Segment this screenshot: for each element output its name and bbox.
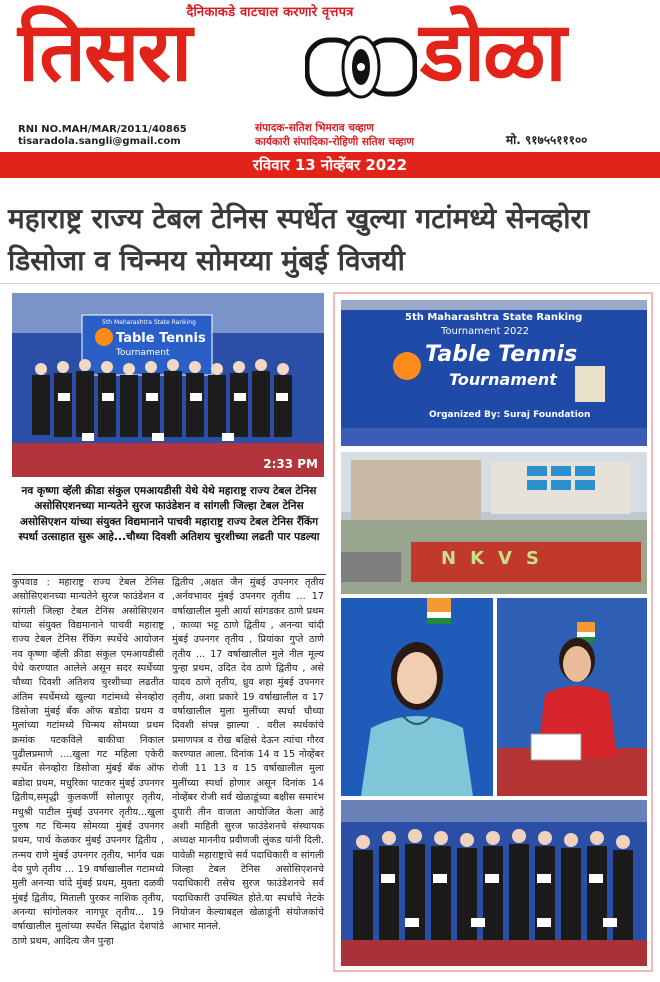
phone-number: मो. ९१७५५१११०० xyxy=(506,133,588,147)
exec-editor-name: कार्यकारी संपादिका-रोहिणी सतिश चव्हाण xyxy=(255,136,415,149)
headline-divider xyxy=(0,283,660,284)
article-column-1: कुपवाड : महाराष्ट्र राज्य टेबल टेनिस असोसिएशनच्या मान्यतेने सुरज फाउंडेशन व सांगली जिल्हा टेबल टेनिस असोसिएशन यांच्या संयुक्त विद्यमानाने पाचवी महाराष्ट्र राज्य टेबल टेनिस रँकिंग स्पर्धेचे आयोजन नव कृष्णा व्हॅली क्रीडा संकुल एमआयडीसी येथे करण्यात आलेले असून सदर स्पर्धेच्या चौथ्या दिवशी अतिशय चुरशीच्या लढतीत अंतिम स्पर्धेमध्ये खुल्या गटांमध्ये सेनव्होरा डिसोजा मुंबई बँक ऑफ बडोदा प्रथम व मुलांच्या गटांमध्ये चिन्मय सोमय्या प्रथम क्रमांक पटकविले बाकीचा निकाल पुढीलप्रमाणे ....खुला गट महिला एकेरी स्पर्धेत सेनव्होरा डिसोजा मुंबई बँक ऑफ बडोदा प्रथम, मधुरिका पाटकर मुंबई उपनगर द्वितीय,समृद्धी कुलकर्णी सोलापूर तृतीय, मधुश्री पाटील मुंबई उपनगर तृतीय...खुला पुरुष गट चिन्मय सोमय्या मुंबई उपनगर प्रथम, पार्थ केळकर मुंबई उपनगर द्वितीय , तन्मय राणे मुंबई उपनगर तृतीय, भार्गव चक्र देव पुणे तृतीय ... 19 वर्षाखालील गटामध्ये मुली अनन्या चांदे मुंबई प्रथम, मुक्ता दळवी मुंबई द्वितीय, मिताली पुरकर नाशिक तृतीय, अनन्या सांगोलकर नागपूर तृतीय... 19 वर्षाखालील मुलांच्या स्पर्धेत सिद्धांत देशपांडे ठाणे प्रथम, आदित्य जैन पुन्हा xyxy=(12,577,164,947)
collage-banner-line2: Tournament 2022 xyxy=(441,326,530,337)
collage-player-girl-photo xyxy=(341,598,493,796)
headline: महाराष्ट्र राज्य टेबल टेनिस स्पर्धेत खुल्या गटांमध्ये सेनव्होरा डिसोजा व चिन्मय सोमय्या मुंबई विजयी xyxy=(8,202,590,277)
building-sign: NKVS xyxy=(441,548,553,569)
main-photo xyxy=(12,293,324,477)
photo-caption: नव कृष्णा व्हॅली क्रीडा संकुल एमआयडीसी येथे येथे महाराष्ट्र राज्य टेबल टेनिस असोसिएशनच्या मान्यतेने सुरज फाउंडेशन व सांगली जिल्हा टेबल टेनिस असोसिएशन यांच्या संयुक्त विद्यमानाने पाचवी महाराष्ट्र राज्य टेबल टेनिस रँकिंग स्पर्धा उत्साहात सुरू आहे...चौथ्या दिवशी अतिशय चुरशीच्या लढती पार पडल्या xyxy=(18,485,320,543)
masthead-name-right: डोळा xyxy=(420,5,565,100)
issue-date: रविवार 13 नोव्हेंबर 2022 xyxy=(252,156,408,174)
masthead-tagline: दैनिकाकडे वाटचाल करणारे वृत्तपत्र xyxy=(186,5,354,20)
collage-banner-organised: Organized By: Suraj Foundation xyxy=(429,410,591,420)
collage-building-photo xyxy=(341,452,647,594)
masthead-editors xyxy=(255,121,414,149)
collage-banner-line1: 5th Maharashtra State Ranking xyxy=(405,312,583,323)
collage-banner-title: Table Tennis xyxy=(425,342,578,367)
collage-banner-photo xyxy=(341,300,647,446)
collage-banner-sub: Tournament xyxy=(449,370,557,389)
collage-player-boy-photo xyxy=(497,598,647,796)
caption-rule xyxy=(12,574,326,575)
photo-banner-title: Table Tennis xyxy=(116,331,206,346)
eye-logo-icon xyxy=(305,30,417,104)
masthead-name-left: तिसरा xyxy=(18,5,191,100)
photo-banner-sub: Tournament xyxy=(116,348,170,358)
article-column-2: द्वितीय ,अक्षत जैन मुंबई उपनगर तृतीय ,अर्नवभावर मुंबई उपनगर तृतीय ... 17 वर्षाखालील मुली आर्या सांगडकर ठाणे प्रथम , काव्या भट्ट ठाणे द्वितीय , अनन्या चांदी मुंबई उपनगर तृतीय , प्रियांका गुप्ते ठाणे तृतीय ... 17 वर्षाखालील मुले नील मूल्य पुन्हा प्रथम, उदित देव ठाणे द्वितीय , असे यादव ठाणे तृतीय, ध्रुव शहा मुंबई उपनगर तृतीय, अशा प्रकारे 19 वर्षाखालील व 17 वर्षाखालील मुला मुलींच्या स्पर्धा चौथ्या दिवशी संपन्न झाल्या . वरील स्पर्धकांचे प्रमाणपत्र व रोख बक्षिसे देऊन त्यांचा गौरव करण्यात आला. दिनांक 14 व 15 नोव्हेंबर रोजी 11 13 व 15 वर्षाखालील मुला मुलींच्या स्पर्धा होणार असून दिनांक 14 नोव्हेंबर रोजी सर्व खेळाडूंच्या बक्षीस समारंभ दुपारी तीन वाजता आयोजित केला आहे अशी माहिती सुरज फाउंडेशनचे संस्थापक अध्यक्ष माननीय प्रवीणजी लुंकड यांनी दिली. यावेळी महाराष्ट्राचे सर्व पदाधिकारी व सांगली जिल्हा टेबल टेनिस असोसिएशनचे पदाधिकारी तसेच सुरज फाउंडेशनचे सर्व पदाधिकारी उपस्थित होते.या स्पर्धांचे नेटके नियोजन केल्याबद्दल खेळाडूंनी संयोजकांचे आभार मानले. xyxy=(172,577,324,933)
masthead-registration xyxy=(18,124,187,148)
photo-timestamp: 2:33 PM xyxy=(263,457,318,471)
collage-group-photo xyxy=(341,800,647,966)
rni-number: RNI NO.MAH/MAR/2011/40865 xyxy=(18,124,187,135)
editor-name: संपादक-सतिश भिमराव चव्हाण xyxy=(255,122,374,134)
email-text: tisaradola.sangli@gmail.com xyxy=(18,136,181,147)
photo-banner-small: 5th Maharashtra State Ranking xyxy=(102,319,196,326)
